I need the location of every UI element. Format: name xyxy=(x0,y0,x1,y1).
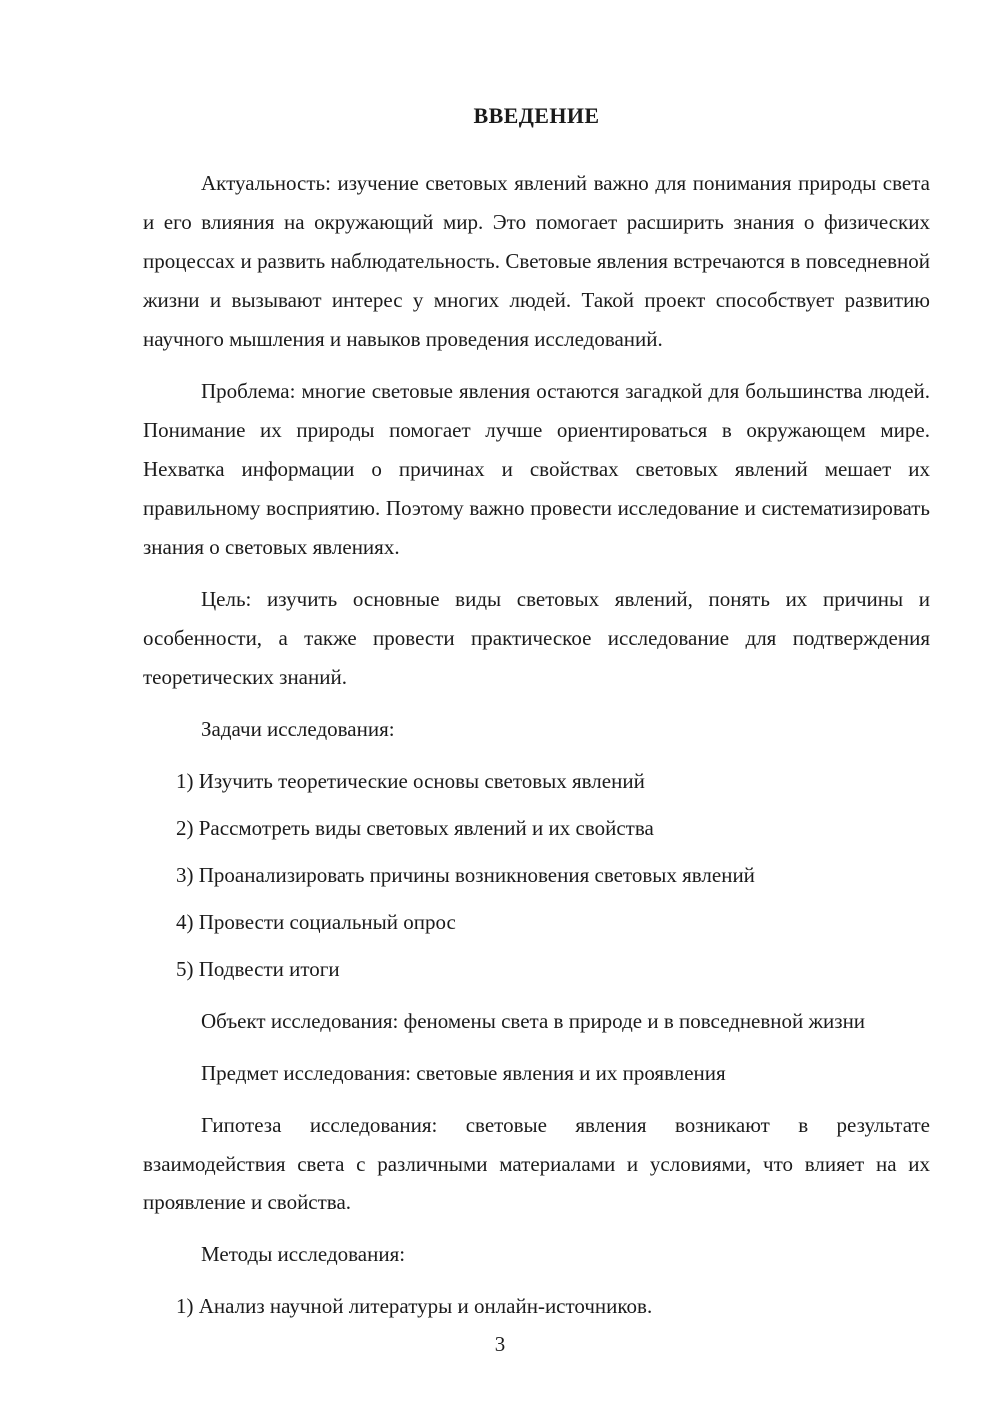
page-title: ВВЕДЕНИЕ xyxy=(473,103,600,128)
paragraph-goal: Цель: изучить основные виды световых явлений, понять их причины и особенности, а также провести практическое исследование для подтверждения теоретических знаний. xyxy=(143,586,930,689)
list-item: 3) Проанализировать причины возникновения световых явлений xyxy=(176,862,755,887)
list-item: 1) Анализ научной литературы и онлайн-источников. xyxy=(176,1294,653,1319)
list-item: 1) Изучить теоретические основы световых явлений xyxy=(176,768,645,793)
paragraph-problem: Проблема: многие световые явления остаются загадкой для большинства людей. Понимание их природы помогает лучше ориентироваться в окружающем мире. Нехватка информации о причинах и свойствах световых явлений мешает их правильному восприятию. Поэтому важно провести исследование и систематизировать знания о световых явлениях. xyxy=(143,378,930,559)
paragraph-object: Объект исследования: феномены света в природе и в повседневной жизни xyxy=(201,1008,866,1033)
tasks-list xyxy=(143,762,930,989)
list-item: 5) Подвести итоги xyxy=(176,956,340,981)
list-item: 4) Провести социальный опрос xyxy=(176,909,456,934)
methods-heading: Методы исследования: xyxy=(201,1242,406,1267)
page-number: 3 xyxy=(494,1332,506,1357)
methods-list xyxy=(143,1287,930,1326)
paragraph-subject: Предмет исследования: световые явления и их проявления xyxy=(201,1060,726,1085)
paragraph-relevance: Актуальность: изучение световых явлений важно для понимания природы света и его влияния на окружающий мир. Это помогает расширить знания о физических процессах и развить наблюдательность. Световые явления встречаются в повседневной жизни и вызывают интерес у многих людей. Такой проект способствует развитию научного мышления и навыков проведения исследований. xyxy=(143,170,930,351)
list-item: 2) Рассмотреть виды световых явлений и их свойства xyxy=(176,815,654,840)
tasks-heading: Задачи исследования: xyxy=(201,716,395,741)
paragraph-hypothesis: Гипотеза исследования: световые явления возникают в результате взаимодействия света с различными материалами и условиями, что влияет на их проявление и свойства. xyxy=(143,1112,930,1215)
